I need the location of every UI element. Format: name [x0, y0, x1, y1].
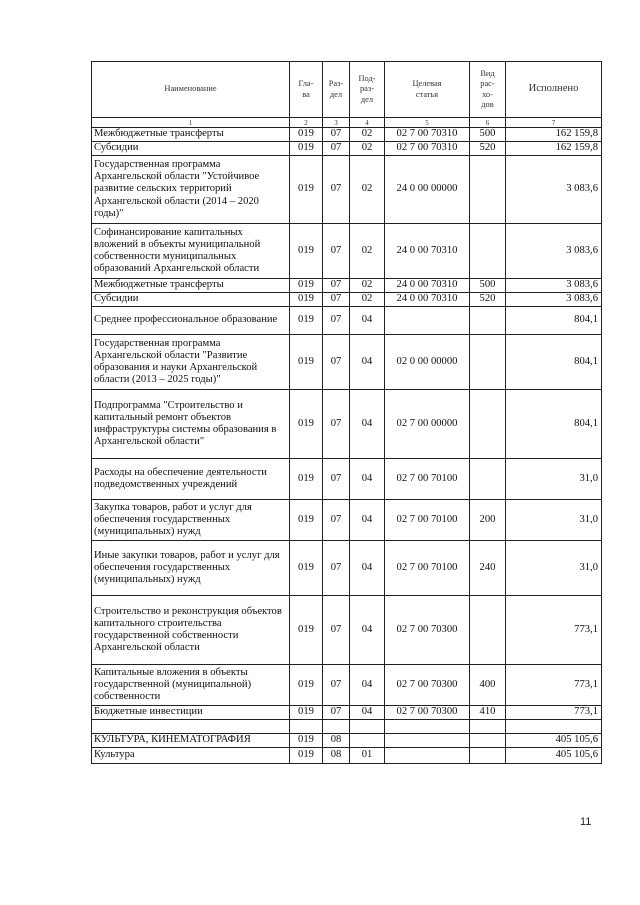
table-row [92, 390, 602, 459]
row-section: 08 [323, 734, 350, 748]
row-section: 07 [323, 541, 350, 596]
row-expense-type [470, 720, 506, 734]
row-executed-amount: 405 105,6 [506, 748, 602, 764]
table-row [92, 720, 602, 734]
table-row [92, 307, 602, 335]
row-section: 07 [323, 224, 350, 279]
row-section: 07 [323, 596, 350, 665]
table-row [92, 142, 602, 156]
row-target-article [385, 307, 470, 335]
row-name: Межбюджетные трансферты [92, 128, 290, 142]
header-section: Раз- дел [323, 62, 350, 118]
row-expense-type: 240 [470, 541, 506, 596]
column-number: 6 [470, 118, 506, 128]
header-executed: Исполнено [506, 62, 602, 118]
table-row [92, 596, 602, 665]
row-name: Бюджетные инвестиции [92, 706, 290, 720]
row-expense-type: 200 [470, 500, 506, 541]
column-number: 4 [350, 118, 385, 128]
row-target-article: 02 7 00 70100 [385, 500, 470, 541]
row-expense-type [470, 734, 506, 748]
row-name: Иные закупки товаров, работ и услуг для обеспечения государственных (муниципальных) нужд [92, 541, 290, 596]
row-chapter: 019 [290, 293, 323, 307]
row-subsection: 02 [350, 224, 385, 279]
row-name: Подпрограмма "Строительство и капитальный ремонт объектов инфраструктуры системы образования в Архангельской области" [92, 390, 290, 459]
column-number: 1 [92, 118, 290, 128]
row-section: 07 [323, 142, 350, 156]
table-row [92, 293, 602, 307]
column-number: 2 [290, 118, 323, 128]
row-chapter [290, 720, 323, 734]
row-chapter: 019 [290, 541, 323, 596]
row-target-article: 02 7 00 70310 [385, 128, 470, 142]
row-section [323, 720, 350, 734]
row-section: 07 [323, 307, 350, 335]
row-target-article [385, 748, 470, 764]
row-executed-amount: 31,0 [506, 541, 602, 596]
row-subsection: 02 [350, 156, 385, 224]
row-executed-amount: 773,1 [506, 596, 602, 665]
row-subsection: 02 [350, 293, 385, 307]
row-chapter: 019 [290, 335, 323, 390]
row-subsection: 04 [350, 459, 385, 500]
row-target-article: 24 0 00 70310 [385, 293, 470, 307]
row-executed-amount: 804,1 [506, 307, 602, 335]
row-name: Расходы на обеспечение деятельности подведомственных учреждений [92, 459, 290, 500]
row-chapter: 019 [290, 142, 323, 156]
row-executed-amount: 31,0 [506, 459, 602, 500]
row-expense-type: 500 [470, 128, 506, 142]
row-executed-amount: 3 083,6 [506, 293, 602, 307]
row-expense-type: 410 [470, 706, 506, 720]
row-name: Капитальные вложения в объекты государственной (муниципальной) собственности [92, 665, 290, 706]
row-executed-amount: 31,0 [506, 500, 602, 541]
row-expense-type [470, 390, 506, 459]
row-chapter: 019 [290, 156, 323, 224]
row-target-article: 24 0 00 00000 [385, 156, 470, 224]
page-number: 11 [580, 816, 592, 828]
row-name: Среднее профессиональное образование [92, 307, 290, 335]
row-chapter: 019 [290, 307, 323, 335]
row-subsection: 04 [350, 596, 385, 665]
row-executed-amount: 3 083,6 [506, 224, 602, 279]
row-target-article [385, 734, 470, 748]
row-executed-amount: 405 105,6 [506, 734, 602, 748]
row-name: Государственная программа Архангельской области "Развитие образования и науки Архангельской области (2013 – 2025 годы)" [92, 335, 290, 390]
row-section: 07 [323, 390, 350, 459]
row-chapter: 019 [290, 279, 323, 293]
row-expense-type [470, 307, 506, 335]
row-section: 07 [323, 706, 350, 720]
row-section: 07 [323, 156, 350, 224]
row-executed-amount: 773,1 [506, 706, 602, 720]
row-name: Субсидии [92, 142, 290, 156]
row-section: 07 [323, 500, 350, 541]
row-target-article: 24 0 00 70310 [385, 224, 470, 279]
row-section: 07 [323, 665, 350, 706]
table-row [92, 734, 602, 748]
table-row [92, 224, 602, 279]
row-target-article: 02 7 00 70300 [385, 665, 470, 706]
row-expense-type: 520 [470, 293, 506, 307]
row-chapter: 019 [290, 224, 323, 279]
row-expense-type [470, 156, 506, 224]
column-number: 3 [323, 118, 350, 128]
table-row [92, 459, 602, 500]
row-subsection: 04 [350, 307, 385, 335]
row-subsection: 04 [350, 390, 385, 459]
row-executed-amount: 804,1 [506, 335, 602, 390]
row-section: 07 [323, 279, 350, 293]
table-row [92, 335, 602, 390]
row-chapter: 019 [290, 500, 323, 541]
row-expense-type [470, 335, 506, 390]
row-target-article: 02 7 00 70100 [385, 541, 470, 596]
table-row [92, 706, 602, 720]
row-section: 07 [323, 459, 350, 500]
column-number: 7 [506, 118, 602, 128]
row-expense-type [470, 224, 506, 279]
row-name [92, 720, 290, 734]
row-subsection: 04 [350, 665, 385, 706]
row-executed-amount: 162 159,8 [506, 128, 602, 142]
row-name: Культура [92, 748, 290, 764]
row-subsection: 04 [350, 500, 385, 541]
row-name: Закупка товаров, работ и услуг для обеспечения государственных (муниципальных) нужд [92, 500, 290, 541]
row-executed-amount: 773,1 [506, 665, 602, 706]
row-target-article: 02 7 00 00000 [385, 390, 470, 459]
row-name: Софинансирование капитальных вложений в объекты муниципальной собственности муниципальных образований Архангельской области [92, 224, 290, 279]
row-expense-type: 400 [470, 665, 506, 706]
row-target-article [385, 720, 470, 734]
row-subsection [350, 720, 385, 734]
row-target-article: 02 0 00 00000 [385, 335, 470, 390]
budget-table [91, 61, 602, 764]
row-executed-amount: 804,1 [506, 390, 602, 459]
row-section: 08 [323, 748, 350, 764]
row-expense-type [470, 459, 506, 500]
row-executed-amount: 3 083,6 [506, 279, 602, 293]
row-target-article: 02 7 00 70300 [385, 596, 470, 665]
table-row [92, 156, 602, 224]
row-subsection: 04 [350, 541, 385, 596]
row-subsection: 02 [350, 279, 385, 293]
table-row [92, 128, 602, 142]
table-row [92, 500, 602, 541]
row-subsection: 04 [350, 335, 385, 390]
row-target-article: 02 7 00 70310 [385, 142, 470, 156]
header-expense-type: Вид рас- хо- дов [470, 62, 506, 118]
header-target-article: Целевая статья [385, 62, 470, 118]
row-chapter: 019 [290, 596, 323, 665]
row-name: Строительство и реконструкция объектов капитального строительства государственной собственности Архангельской области [92, 596, 290, 665]
row-chapter: 019 [290, 390, 323, 459]
row-name: КУЛЬТУРА, КИНЕМАТОГРАФИЯ [92, 734, 290, 748]
row-target-article: 24 0 00 70310 [385, 279, 470, 293]
row-executed-amount [506, 720, 602, 734]
row-section: 07 [323, 335, 350, 390]
row-name: Государственная программа Архангельской области "Устойчивое развитие сельских территорий Архангельской области (2014 – 2020 годы)" [92, 156, 290, 224]
row-executed-amount: 162 159,8 [506, 142, 602, 156]
row-chapter: 019 [290, 128, 323, 142]
row-section: 07 [323, 293, 350, 307]
row-section: 07 [323, 128, 350, 142]
row-chapter: 019 [290, 665, 323, 706]
table-row [92, 665, 602, 706]
row-chapter: 019 [290, 748, 323, 764]
column-number: 5 [385, 118, 470, 128]
row-executed-amount: 3 083,6 [506, 156, 602, 224]
table-body [92, 128, 602, 764]
header-chapter: Гла- ва [290, 62, 323, 118]
header-subsection: Под- раз- дел [350, 62, 385, 118]
row-target-article: 02 7 00 70300 [385, 706, 470, 720]
row-subsection [350, 734, 385, 748]
row-subsection: 02 [350, 128, 385, 142]
table-row [92, 541, 602, 596]
row-chapter: 019 [290, 459, 323, 500]
row-expense-type: 520 [470, 142, 506, 156]
row-target-article: 02 7 00 70100 [385, 459, 470, 500]
row-subsection: 04 [350, 706, 385, 720]
row-name: Межбюджетные трансферты [92, 279, 290, 293]
row-expense-type [470, 748, 506, 764]
table-row [92, 279, 602, 293]
row-chapter: 019 [290, 706, 323, 720]
column-number-row [92, 118, 602, 128]
row-chapter: 019 [290, 734, 323, 748]
table-row [92, 748, 602, 764]
row-subsection: 02 [350, 142, 385, 156]
row-expense-type: 500 [470, 279, 506, 293]
row-expense-type [470, 596, 506, 665]
row-subsection: 01 [350, 748, 385, 764]
header-row [92, 62, 602, 118]
header-name: Наименование [92, 62, 290, 118]
row-name: Субсидии [92, 293, 290, 307]
